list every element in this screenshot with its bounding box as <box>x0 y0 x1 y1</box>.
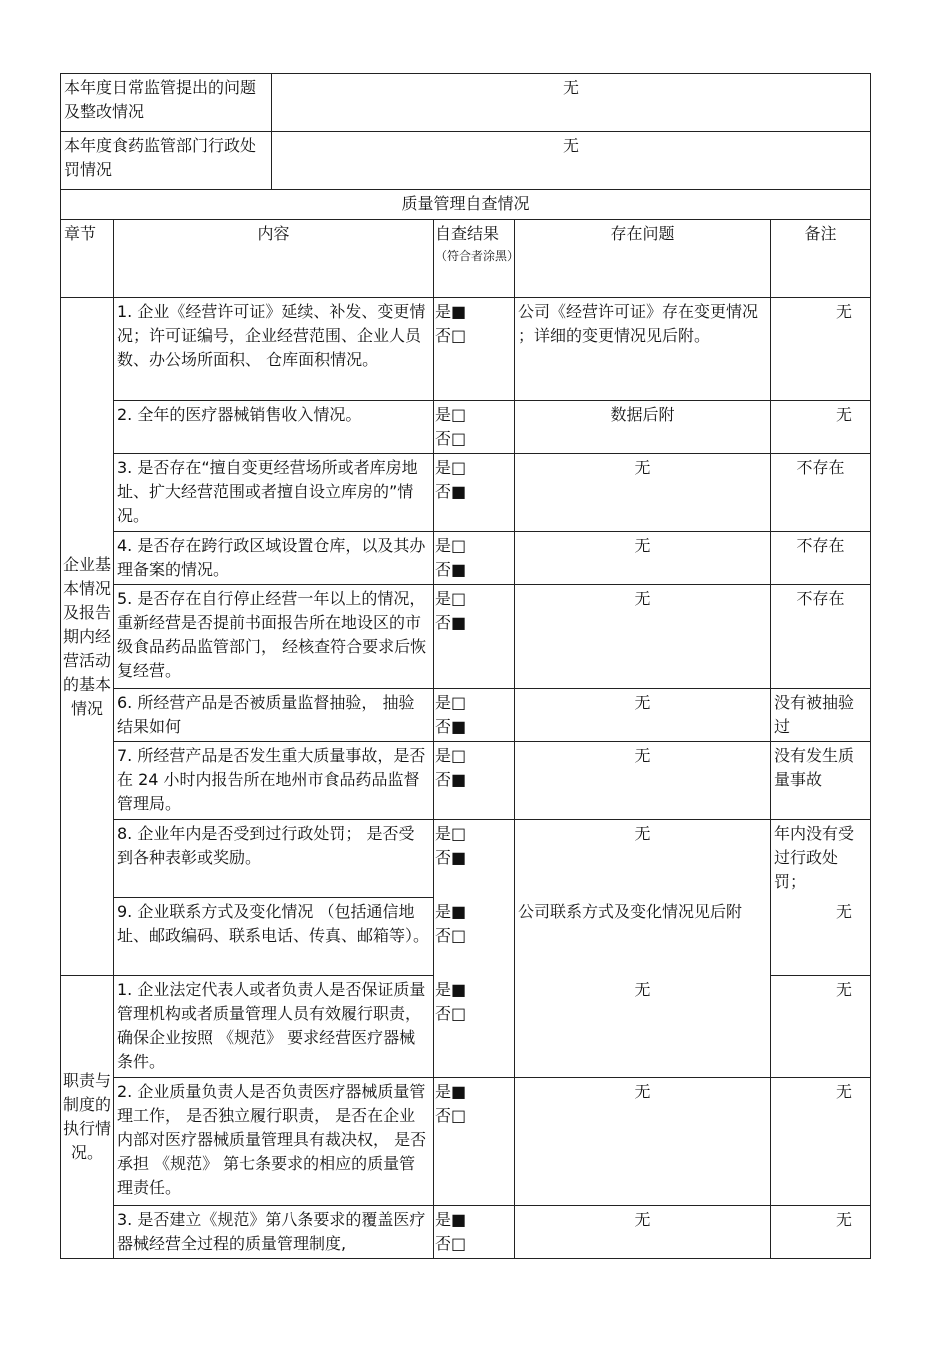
result-cell <box>434 742 515 820</box>
result-cell <box>434 1078 515 1206</box>
table-row <box>61 532 871 585</box>
issue-cell: 公司《经营许可证》存在变更情况 ；详细的变更情况见后附。 <box>515 298 771 401</box>
top-row-supervision <box>61 74 871 132</box>
remark-cell: 无 <box>771 1206 871 1259</box>
item-content: 2. 企业质量负责人是否负责医疗器械质量管理工作， 是否独立履行职责， 是否在企业内部对医疗器械质量管理具有裁决权， 是否承担 《规范》 第七条要求的相应的质量管理责任。 <box>114 1078 434 1206</box>
item-content: 5. 是否存在自行停止经营一年以上的情况，重新经营是否提前书面报告所在地设区的市级食品药品监管部门， 经核查符合要求后恢复经营。 <box>114 585 434 689</box>
issue-cell: 无 <box>515 585 771 689</box>
no-option: 否■ <box>435 770 467 789</box>
header-result-label: 自查结果 <box>435 224 500 243</box>
yes-option: 是■ <box>435 302 467 321</box>
item-content: 3. 是否存在“擅自变更经营场所或者库房地址、扩大经营范围或者擅自设立库房的”情况。 <box>114 454 434 532</box>
yes-option: 是□ <box>435 405 467 424</box>
result-cell <box>434 1206 515 1259</box>
header-chapter: 章节 <box>61 220 114 298</box>
remark-cell: 不存在 <box>771 532 871 585</box>
issue-cell: 无 <box>515 820 771 898</box>
chapter-cell: 企业基本情况及报告期内经营活动的基本情况 <box>61 298 114 976</box>
top-row-penalty <box>61 132 871 190</box>
header-row <box>61 220 871 298</box>
chapter-cell: 职责与制度的执行情况。 <box>61 976 114 1259</box>
remark-cell: 年内没有受过行政处罚； <box>771 820 871 898</box>
item-content: 3. 是否建立《规范》第八条要求的覆盖医疗器械经营全过程的质量管理制度, <box>114 1206 434 1259</box>
result-cell <box>434 820 515 898</box>
table-row <box>61 1206 871 1259</box>
table-row <box>61 898 871 976</box>
result-cell <box>434 976 515 1078</box>
item-content: 1. 企业《经营许可证》延续、补发、变更情况；许可证编号，企业经营范围、企业人员数、办公场所面积、 仓库面积情况。 <box>114 298 434 401</box>
document-page <box>60 73 870 1259</box>
remark-cell: 无 <box>771 976 871 1078</box>
remark-cell: 无 <box>771 401 871 454</box>
header-content: 内容 <box>114 220 434 298</box>
yes-option: 是□ <box>435 589 467 608</box>
header-result <box>434 220 520 298</box>
remark-cell: 不存在 <box>771 454 871 532</box>
yes-option: 是□ <box>435 536 467 555</box>
remark-cell: 不存在 <box>771 585 871 689</box>
header-remark: 备注 <box>771 220 871 298</box>
remark-cell: 没有发生质量事故 <box>771 742 871 820</box>
table-row <box>61 820 871 898</box>
issue-cell: 无 <box>515 1078 771 1206</box>
top-row-value: 无 <box>272 74 871 132</box>
section-title-row <box>61 190 871 220</box>
header-issue: 存在问题 <box>515 220 771 298</box>
remark-cell: 无 <box>771 1078 871 1206</box>
yes-option: 是□ <box>435 693 467 712</box>
no-option: 否□ <box>435 1003 467 1023</box>
yes-option: 是□ <box>435 746 467 765</box>
result-cell <box>434 585 515 689</box>
yes-option: 是■ <box>435 901 467 921</box>
remark-cell: 无 <box>771 298 871 401</box>
table-row <box>61 401 871 454</box>
no-option: 否■ <box>435 613 467 632</box>
item-content: 1. 企业法定代表人或者负责人是否保证质量管理机构或者质量管理人员有效履行职责， 确保企业按照 《规范》 要求经营医疗器械条件。 <box>114 976 434 1078</box>
table-row <box>61 585 871 689</box>
no-option: 否□ <box>435 1106 467 1125</box>
header-result-note: （符合者涂黑） <box>435 249 520 263</box>
no-option: 否■ <box>435 482 467 501</box>
no-option: 否□ <box>435 429 467 448</box>
top-row-value: 无 <box>272 132 871 190</box>
item-content: 4. 是否存在跨行政区域设置仓库，以及其办理备案的情况。 <box>114 532 434 585</box>
table-row <box>61 689 871 742</box>
result-cell <box>434 532 515 585</box>
no-option: 否■ <box>435 717 467 736</box>
table-row <box>61 1078 871 1206</box>
issue-cell: 无 <box>515 689 771 742</box>
issue-cell: 无 <box>515 976 771 1078</box>
issue-cell: 无 <box>515 742 771 820</box>
result-cell <box>434 898 515 976</box>
item-content: 2. 全年的医疗器械销售收入情况。 <box>114 401 434 454</box>
remark-cell: 无 <box>771 898 871 976</box>
item-content: 8. 企业年内是否受到过行政处罚； 是否受到各种表彰或奖励。 <box>114 820 434 898</box>
item-content: 6. 所经营产品是否被质量监督抽验， 抽验结果如何 <box>114 689 434 742</box>
issue-cell: 无 <box>515 454 771 532</box>
result-cell <box>434 401 515 454</box>
no-option: 否□ <box>435 326 467 345</box>
result-cell <box>434 689 515 742</box>
yes-option: 是■ <box>435 979 467 999</box>
remark-cell: 没有被抽验过 <box>771 689 871 742</box>
table-row <box>61 742 871 820</box>
item-content: 7. 所经营产品是否发生重大质量事故，是否在 24 小时内报告所在地州市食品药品监督管理局。 <box>114 742 434 820</box>
yes-option: 是■ <box>435 1082 467 1101</box>
table-row <box>61 298 871 401</box>
yes-option: 是■ <box>435 1210 467 1229</box>
result-cell <box>434 298 515 401</box>
no-option: 否■ <box>435 848 467 867</box>
no-option: 否■ <box>435 560 467 579</box>
no-option: 否□ <box>435 925 467 945</box>
issue-cell: 无 <box>515 1206 771 1259</box>
issue-cell: 数据后附 <box>515 401 771 454</box>
table-row <box>61 976 871 1078</box>
result-cell <box>434 454 515 532</box>
table-row <box>61 454 871 532</box>
self-inspection-table <box>60 73 871 1259</box>
top-row-label: 本年度日常监管提出的问题及整改情况 <box>61 74 272 132</box>
yes-option: 是□ <box>435 458 467 477</box>
no-option: 否□ <box>435 1234 467 1253</box>
section-title: 质量管理自查情况 <box>61 190 871 220</box>
issue-cell: 公司联系方式及变化情况见后附 <box>515 898 771 976</box>
item-content: 9. 企业联系方式及变化情况 （包括通信地址、邮政编码、联系电话、传真、邮箱等）。 <box>114 898 434 976</box>
top-row-label: 本年度食药监管部门行政处罚情况 <box>61 132 272 190</box>
issue-cell: 无 <box>515 532 771 585</box>
yes-option: 是□ <box>435 824 467 843</box>
